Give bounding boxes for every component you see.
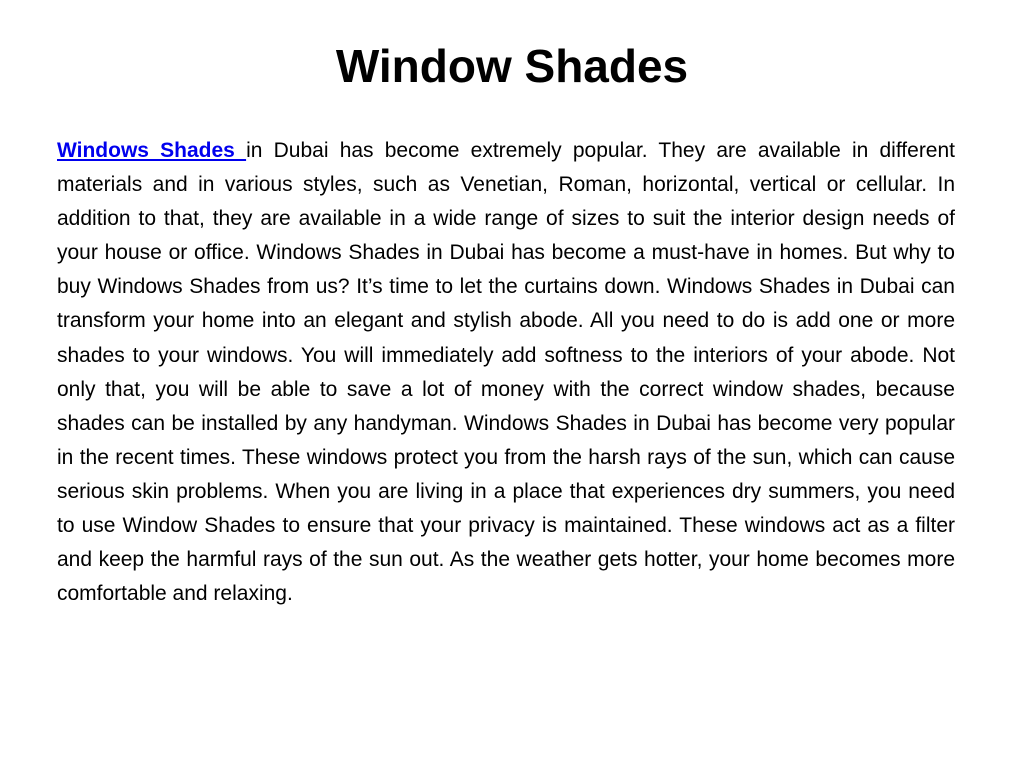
slide-body-paragraph [57,134,955,611]
body-text: in Dubai has become extremely popular. They are available in different materials and in various styles, such as Venetian, Roman, horizontal, vertical or cellular. In addition to that, they are available in a wide range of sizes to suit the interior design needs of your house or office. Windows Shades in Dubai has become a must-have in homes. But why to buy Windows Shades from us? It’s time to let the curtains down. Windows Shades in Dubai can transform your home into an elegant and stylish abode. All you need to do is add one or more shades to your windows. You will immediately add softness to the interiors of your abode. Not only that, you will be able to save a lot of money with the correct window shades, because shades can be installed by any handyman. Windows Shades in Dubai has become very popular in the recent times. These windows protect you from the harsh rays of the sun, which can cause serious skin problems. When you are living in a place that experiences dry summers, you need to use Window Shades to ensure that your privacy is maintained. These windows act as a filter and keep the harmful rays of the sun out. As the weather gets hotter, your home becomes more comfortable and relaxing. [57,139,955,606]
slide-title: Window Shades [335,40,689,92]
windows-shades-link[interactable]: Windows Shades [57,139,247,162]
